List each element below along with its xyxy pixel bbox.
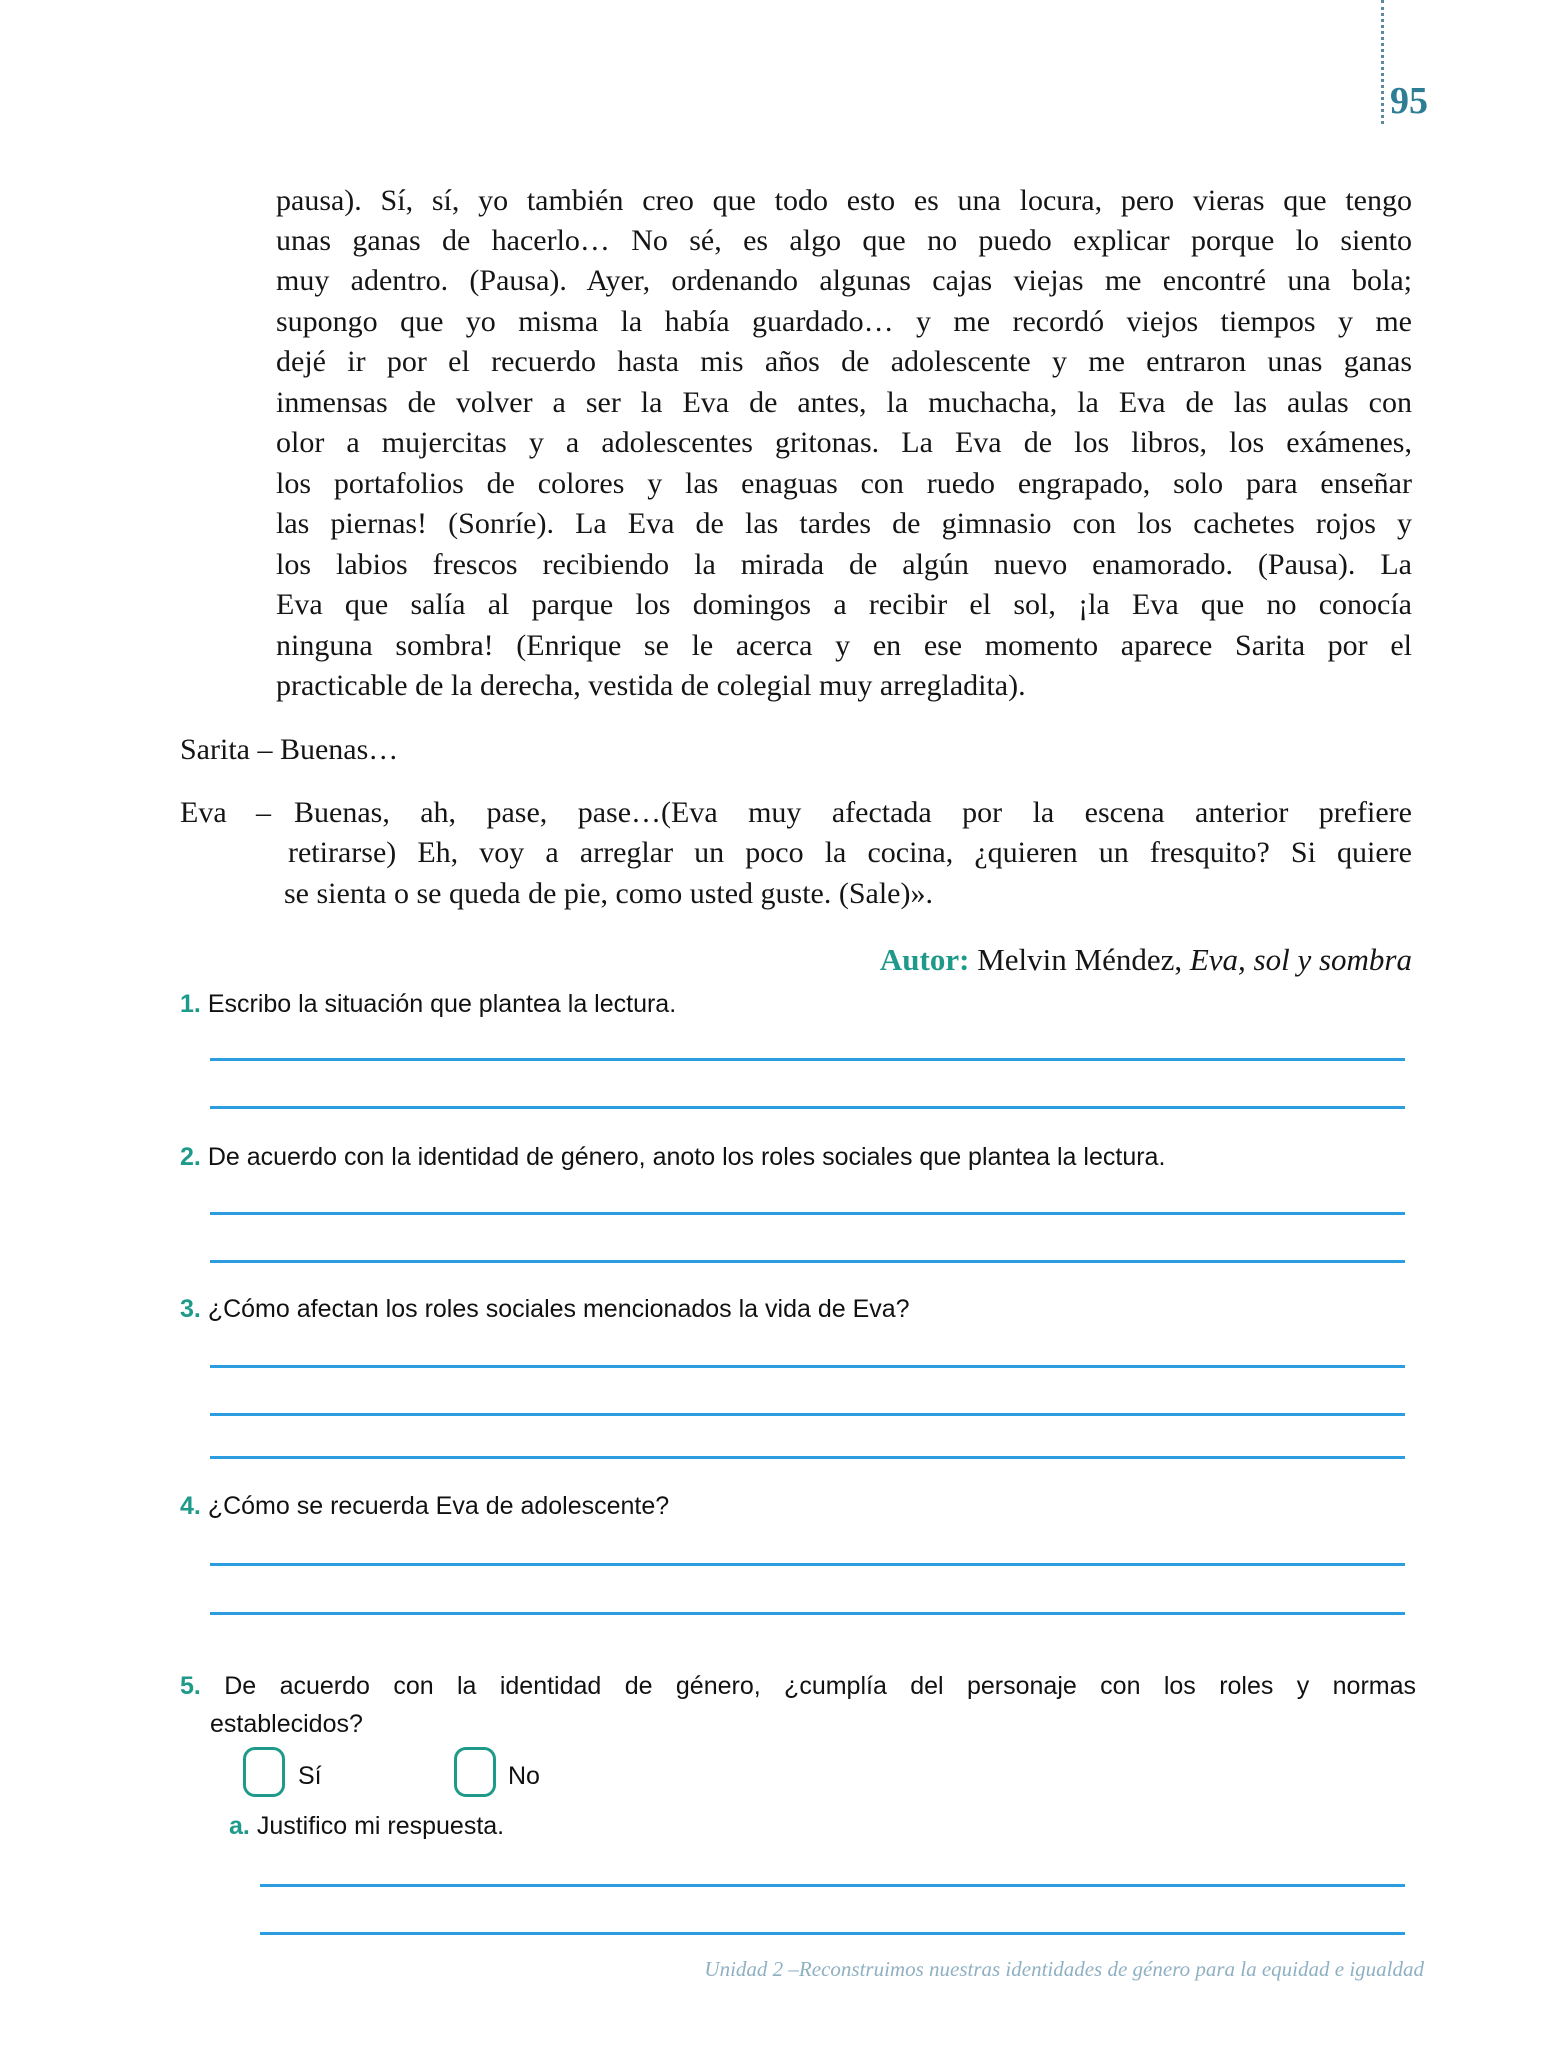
answer-line[interactable] (210, 1612, 1405, 1615)
speaker-name: Eva (180, 796, 227, 829)
speaker-name: Sarita (180, 733, 250, 766)
paragraph-line: los labios frescos recibiendo la mirada de algún nuevo enamorado. (Pausa). La (276, 548, 1412, 581)
question-number: 5. (180, 1672, 201, 1700)
sub-question-a (229, 1812, 504, 1841)
option-si-label: Sí (298, 1762, 322, 1790)
dialogue-dash: – (257, 733, 273, 766)
answer-line[interactable] (210, 1106, 1405, 1109)
question-text: ¿Cómo afectan los roles sociales mencionados la vida de Eva? (207, 1295, 910, 1323)
question-1 (180, 990, 676, 1019)
answer-line[interactable] (210, 1212, 1405, 1215)
page-footer: Unidad 2 –Reconstruimos nuestras identidades de género para la equidad e igualdad (704, 1957, 1424, 1981)
dialogue-sarita (180, 731, 398, 769)
paragraph-line: inmensas de volver a ser la Eva de antes, la muchacha, la Eva de las aulas con (276, 386, 1412, 419)
question-3 (180, 1295, 910, 1324)
page-number: 95 (1390, 80, 1428, 122)
question-text: Escribo la situación que plantea la lectura. (207, 990, 677, 1018)
answer-line[interactable] (210, 1260, 1405, 1263)
dialogue-line: Buenas, ah, pase, pase…(Eva muy afectada por la escena anterior prefiere (294, 796, 1412, 829)
question-number: 2. (180, 1143, 201, 1171)
option-no-checkbox[interactable] (454, 1747, 496, 1797)
paragraph-line: supongo que yo misma la había guardado… y me recordó viejos tiempos y me (276, 305, 1412, 338)
paragraph-line: Eva que salía al parque los domingos a recibir el sol, ¡la Eva que no conocía (276, 588, 1412, 621)
dialogue-line: retirarse) Eh, voy a arreglar un poco la cocina, ¿quieren un fresquito? Si quiere (288, 836, 1412, 869)
question-2 (180, 1143, 1165, 1172)
paragraph-line: unas ganas de hacerlo… No sé, es algo que no puedo explicar porque lo siento (276, 224, 1412, 257)
sub-question-letter: a. (229, 1812, 250, 1840)
question-4 (180, 1492, 669, 1521)
question-text: ¿Cómo se recuerda Eva de adolescente? (207, 1492, 670, 1520)
dialogue-text: Buenas… (279, 733, 399, 766)
paragraph-line: los portafolios de colores y las enaguas con ruedo engrapado, solo para enseñar (276, 467, 1412, 500)
question-number: 4. (180, 1492, 201, 1520)
work-title: Eva, sol y sombra (1189, 942, 1412, 977)
question-text-line: 5. De acuerdo con la identidad de género, ¿cumplía del personaje con los roles y normas (180, 1672, 1417, 1700)
answer-line[interactable] (210, 1413, 1405, 1416)
answer-line[interactable] (210, 1058, 1405, 1061)
author-label: Autor: (879, 942, 970, 977)
question-number: 3. (180, 1295, 201, 1323)
dialogue-dash: – (256, 796, 271, 829)
answer-line[interactable] (210, 1456, 1405, 1459)
author-credit (880, 942, 1412, 978)
answer-line[interactable] (210, 1365, 1405, 1368)
author-name: Melvin Méndez, (977, 942, 1183, 977)
sub-question-text: Justifico mi respuesta. (256, 1812, 505, 1840)
paragraph-line: practicable de la derecha, vestida de colegial muy arregladita). (276, 669, 1026, 702)
question-text-line: establecidos? (210, 1710, 363, 1738)
dialogue-line: se sienta o se queda de pie, como usted guste. (Sale)». (284, 877, 933, 910)
margin-dotted-rule (1381, 0, 1384, 124)
paragraph-line: olor a mujercitas y a adolescentes gritonas. La Eva de los libros, los exámenes, (276, 426, 1412, 459)
question-number: 1. (180, 990, 201, 1018)
paragraph-line: las piernas! (Sonríe). La Eva de las tardes de gimnasio con los cachetes rojos y (276, 507, 1412, 540)
paragraph-line: ninguna sombra! (Enrique se le acerca y en ese momento aparece Sarita por el (276, 629, 1412, 662)
paragraph-line: dejé ir por el recuerdo hasta mis años de adolescente y me entraron unas ganas (276, 345, 1412, 378)
paragraph-line: pausa). Sí, sí, yo también creo que todo esto es una locura, pero vieras que tengo (276, 184, 1412, 217)
answer-line[interactable] (260, 1884, 1405, 1887)
option-si-checkbox[interactable] (243, 1747, 285, 1797)
question-text: De acuerdo con la identidad de género, anoto los roles sociales que plantea la lectura. (207, 1143, 1166, 1171)
answer-line[interactable] (260, 1932, 1405, 1935)
paragraph-line: muy adentro. (Pausa). Ayer, ordenando algunas cajas viejas me encontré una bola; (276, 264, 1412, 297)
answer-line[interactable] (210, 1563, 1405, 1566)
option-no-label: No (508, 1762, 540, 1790)
